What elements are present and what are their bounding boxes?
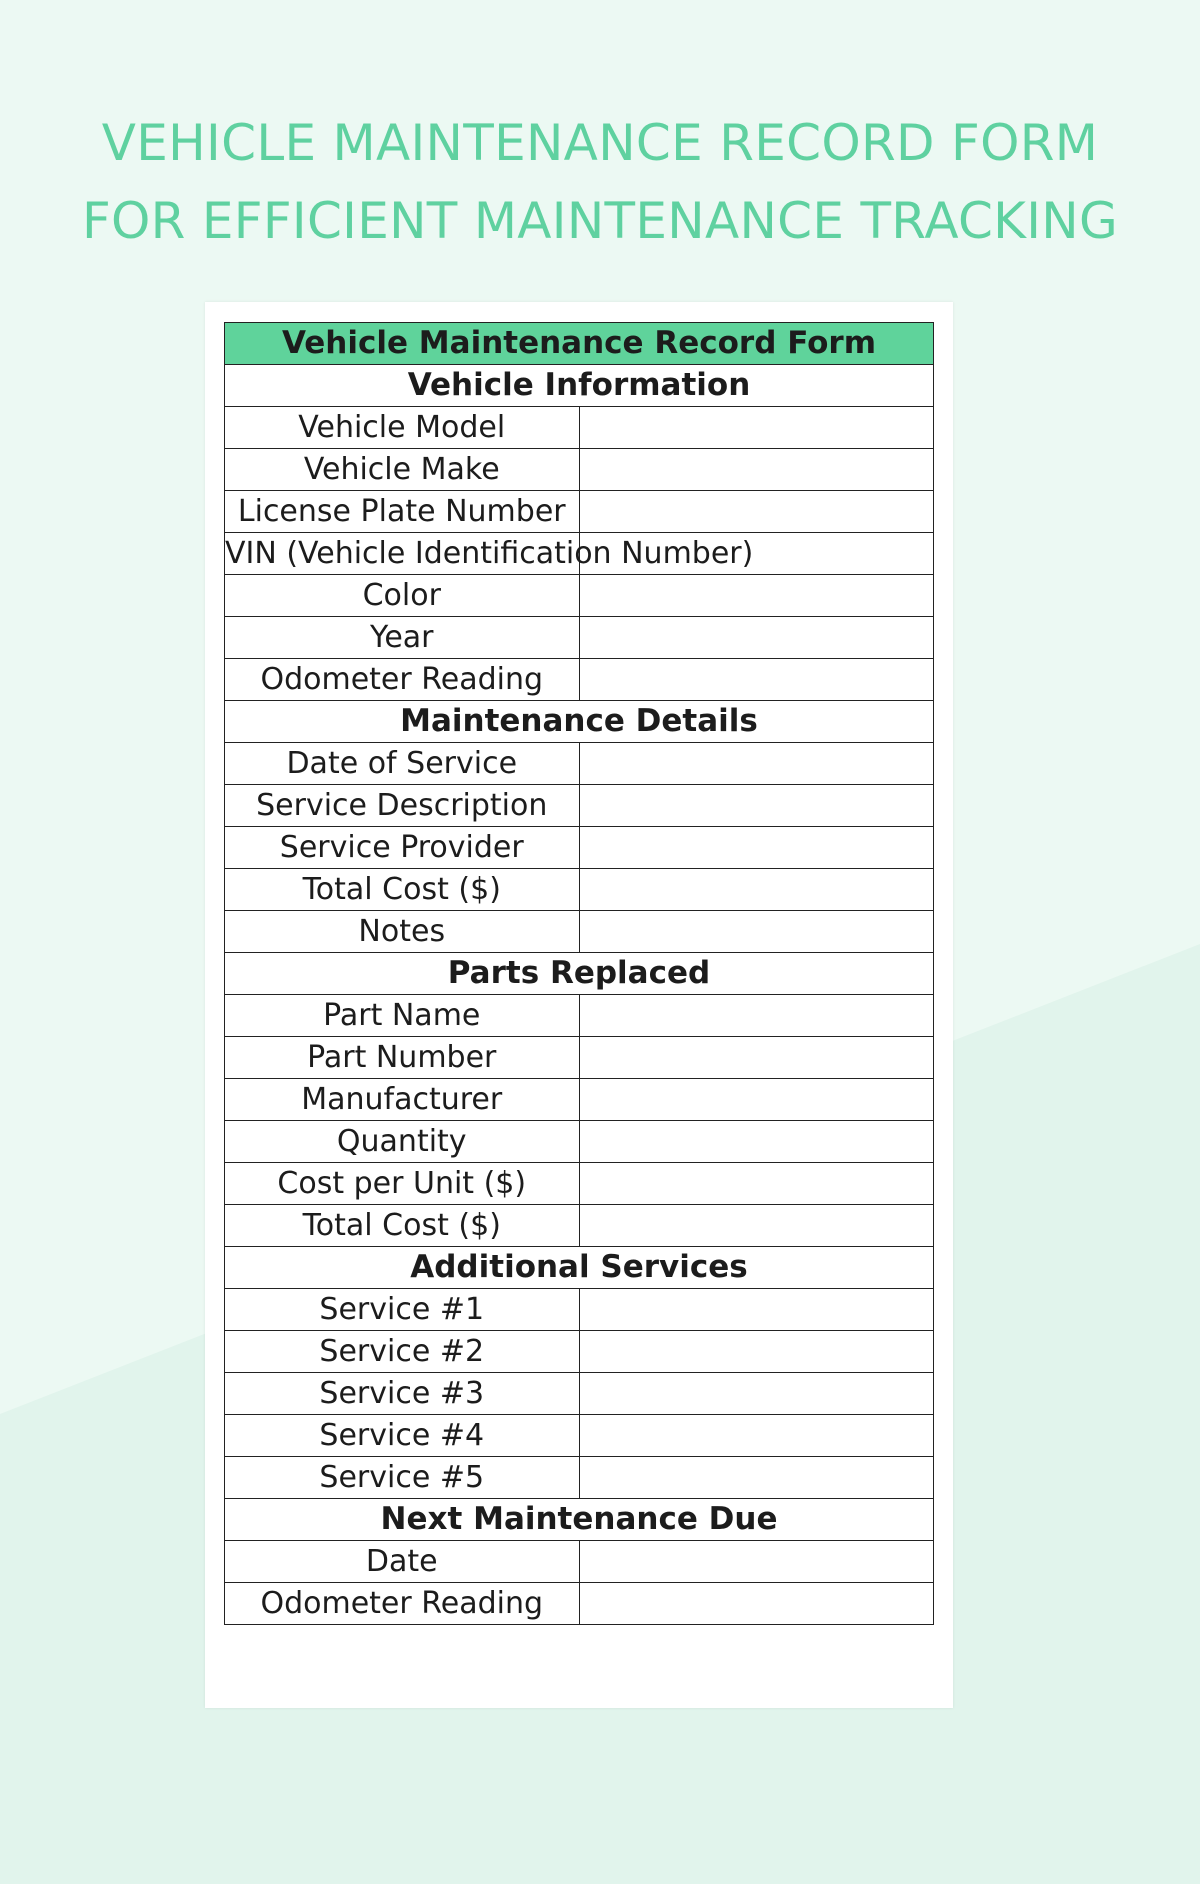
field-value-cell[interactable] — [579, 869, 934, 911]
field-row-service-2 — [225, 1331, 934, 1373]
field-row-license-plate-number — [225, 491, 934, 533]
field-value-cell[interactable] — [579, 659, 934, 701]
field-row-total-cost — [225, 869, 934, 911]
section-row-parts-replaced — [225, 953, 934, 995]
field-row-total-cost — [225, 1205, 934, 1247]
field-value-cell[interactable] — [579, 491, 934, 533]
field-row-year — [225, 617, 934, 659]
field-value-cell[interactable] — [579, 449, 934, 491]
field-row-cost-per-unit — [225, 1163, 934, 1205]
field-row-service-5 — [225, 1457, 934, 1499]
field-value-cell[interactable] — [579, 1331, 934, 1373]
field-row-service-description — [225, 785, 934, 827]
field-row-service-4 — [225, 1415, 934, 1457]
field-row-service-provider — [225, 827, 934, 869]
field-value-cell[interactable] — [579, 1541, 934, 1583]
section-row-maintenance-details — [225, 701, 934, 743]
form-title: Vehicle Maintenance Record Form — [225, 323, 934, 365]
field-value-cell[interactable] — [579, 617, 934, 659]
page-title — [0, 104, 1200, 260]
field-label: Service #2 — [225, 1331, 580, 1373]
section-row-next-maintenance-due — [225, 1499, 934, 1541]
field-label: Service Provider — [225, 827, 580, 869]
field-value-cell[interactable] — [579, 827, 934, 869]
field-row-service-3 — [225, 1373, 934, 1415]
field-label: Odometer Reading — [225, 659, 580, 701]
field-value-cell[interactable] — [579, 1121, 934, 1163]
field-label: Service #1 — [225, 1289, 580, 1331]
field-row-vehicle-model — [225, 407, 934, 449]
field-label: Service Description — [225, 785, 580, 827]
field-label: Total Cost ($) — [225, 1205, 580, 1247]
field-row-service-1 — [225, 1289, 934, 1331]
field-label: Year — [225, 617, 580, 659]
page-title-line-1: VEHICLE MAINTENANCE RECORD FORM — [101, 114, 1099, 172]
field-label: VIN (Vehicle Identification Number) — [225, 533, 580, 575]
field-value-cell[interactable] — [579, 743, 934, 785]
field-label: Color — [225, 575, 580, 617]
field-value-cell[interactable] — [579, 1457, 934, 1499]
field-value-cell[interactable] — [579, 785, 934, 827]
field-value-cell[interactable] — [579, 995, 934, 1037]
form-sheet — [205, 302, 953, 1708]
field-row-odometer-reading — [225, 1583, 934, 1625]
field-row-vehicle-make — [225, 449, 934, 491]
field-row-quantity — [225, 1121, 934, 1163]
field-label: Vehicle Make — [225, 449, 580, 491]
field-label: Manufacturer — [225, 1079, 580, 1121]
field-value-cell[interactable] — [579, 1163, 934, 1205]
field-label: Service #4 — [225, 1415, 580, 1457]
field-row-date — [225, 1541, 934, 1583]
maintenance-record-table — [224, 322, 934, 1625]
section-row-additional-services — [225, 1247, 934, 1289]
field-value-cell[interactable] — [579, 575, 934, 617]
page-title-line-2: FOR EFFICIENT MAINTENANCE TRACKING — [81, 192, 1119, 250]
field-label: Notes — [225, 911, 580, 953]
field-row-part-name — [225, 995, 934, 1037]
field-label: Service #5 — [225, 1457, 580, 1499]
field-value-cell[interactable] — [579, 1037, 934, 1079]
section-row-vehicle-information — [225, 365, 934, 407]
field-value-cell[interactable] — [579, 407, 934, 449]
field-row-odometer-reading — [225, 659, 934, 701]
section-heading: Additional Services — [225, 1247, 934, 1289]
section-heading: Maintenance Details — [225, 701, 934, 743]
field-label: Odometer Reading — [225, 1583, 580, 1625]
field-label: Total Cost ($) — [225, 869, 580, 911]
field-value-cell[interactable] — [579, 1289, 934, 1331]
section-heading: Vehicle Information — [225, 365, 934, 407]
field-label: Quantity — [225, 1121, 580, 1163]
field-row-notes — [225, 911, 934, 953]
field-value-cell[interactable] — [579, 1079, 934, 1121]
field-label: Vehicle Model — [225, 407, 580, 449]
field-label: Part Number — [225, 1037, 580, 1079]
section-heading: Next Maintenance Due — [225, 1499, 934, 1541]
field-row-date-of-service — [225, 743, 934, 785]
field-value-cell[interactable] — [579, 1415, 934, 1457]
field-value-cell[interactable] — [579, 1373, 934, 1415]
field-value-cell[interactable] — [579, 1583, 934, 1625]
field-label: Date — [225, 1541, 580, 1583]
section-heading: Parts Replaced — [225, 953, 934, 995]
field-label: Cost per Unit ($) — [225, 1163, 580, 1205]
field-label: Date of Service — [225, 743, 580, 785]
field-row-part-number — [225, 1037, 934, 1079]
field-row-color — [225, 575, 934, 617]
form-title-row — [225, 323, 934, 365]
field-label: License Plate Number — [225, 491, 580, 533]
field-value-cell[interactable] — [579, 1205, 934, 1247]
field-label: Service #3 — [225, 1373, 580, 1415]
field-value-cell[interactable] — [579, 911, 934, 953]
field-label: Part Name — [225, 995, 580, 1037]
field-row-manufacturer — [225, 1079, 934, 1121]
maintenance-record-table-body — [225, 323, 934, 1625]
field-row-vin-vehicle-identification-number — [225, 533, 934, 575]
